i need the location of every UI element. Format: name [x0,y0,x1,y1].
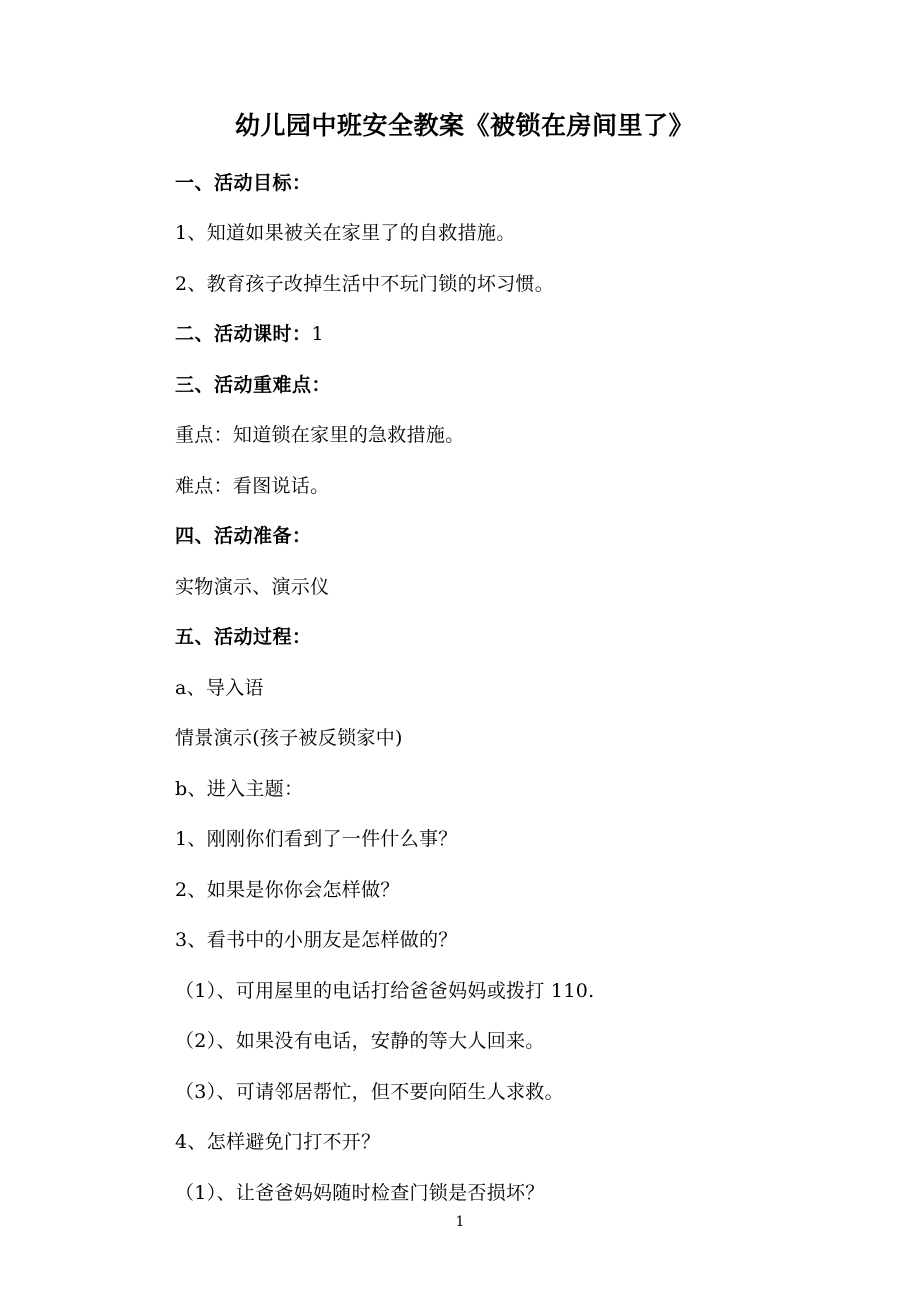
process-answer-3-1: （1）、可用屋里的电话打给爸爸妈妈或拨打 110. [175,979,595,1002]
section-heading-preparation [175,522,820,551]
process-question-1: 1、刚刚你们看到了一件什么事？ [175,828,458,850]
process-answer-4-1: （1）、让爸爸妈妈随时检查门锁是否损坏？ [175,1181,545,1204]
section-heading-class-hours-label: 二、活动课时： [175,323,312,345]
process-step-a-detail: 情景演示(孩子被反锁家中) [175,727,403,749]
section-heading-objectives-label: 一、活动目标： [175,171,312,194]
class-hours-value: 1 [311,323,325,345]
section-heading-objectives [175,169,820,198]
process-question-4: 4、怎样避免门打不开？ [175,1131,381,1153]
preparation-content: 实物演示、演示仪 [175,575,330,598]
objective-item-1: 1、知道如果被关在家里了的自救措施。 [175,222,516,244]
section-heading-key-points [175,371,820,400]
process-step-a: a、导入语 [175,676,264,699]
section-heading-class-hours [175,320,820,349]
section-heading-process-label: 五、活动过程： [175,626,312,648]
objective-item-2: 2、教育孩子改掉生活中不玩门锁的坏习惯。 [175,272,555,295]
process-question-2: 2、如果是你你会怎样做？ [175,878,400,901]
process-answer-3-3: （3）、可请邻居帮忙，但不要向陌生人求救。 [175,1080,564,1103]
key-point-difficult: 难点：看图说话。 [175,474,330,497]
key-point-main: 重点：知道锁在家里的急救措施。 [175,424,465,446]
section-heading-process [175,623,820,652]
section-heading-key-points-label: 三、活动重难点： [175,373,332,396]
section-heading-preparation-label: 四、活动准备： [175,525,312,547]
process-answer-3-2: （2）、如果没有电话，安静的等大人回来。 [175,1030,545,1052]
page-title: 幼儿园中班安全教案《被锁在房间里了》 [235,111,695,140]
process-question-3: 3、看书中的小朋友是怎样做的？ [175,929,458,951]
page-number: 1 [455,1214,465,1230]
process-step-b: b、进入主题： [175,777,304,800]
